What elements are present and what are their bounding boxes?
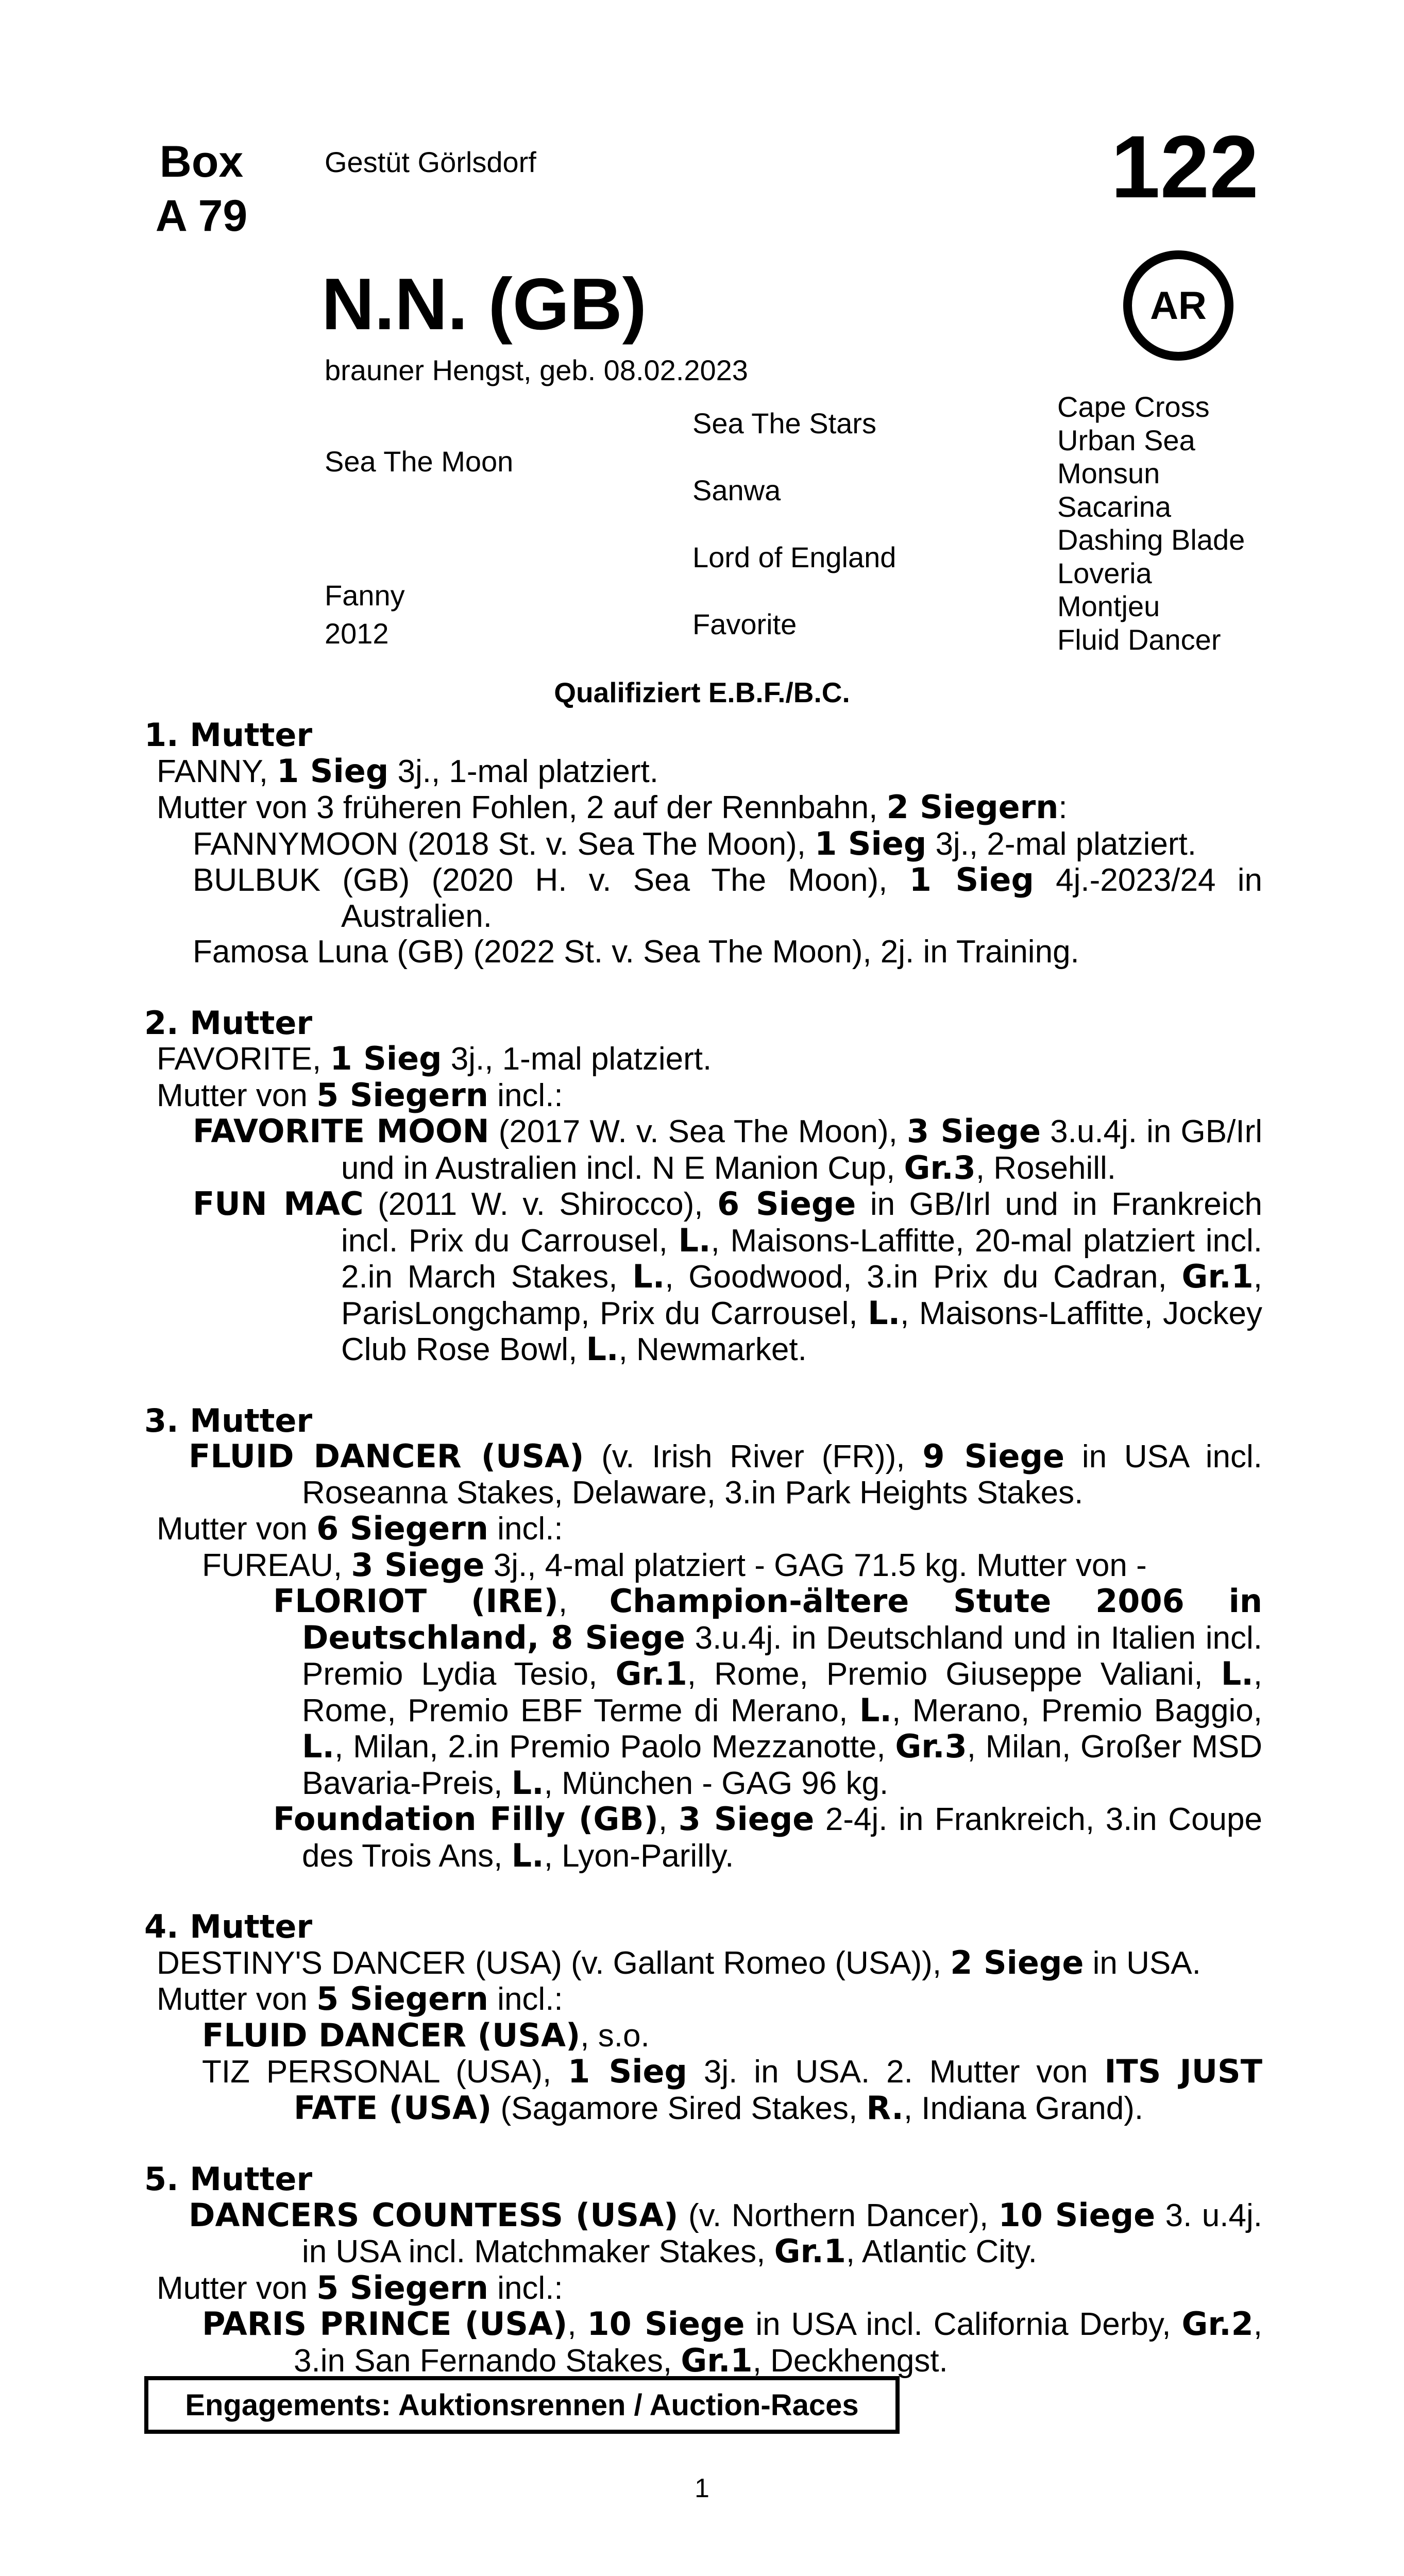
box-label-line1: Box: [159, 137, 244, 187]
dam-5-produce-summary: Mutter von 5 Siegern incl.:: [157, 2268, 563, 2307]
pedigree-gen3-item: Urban Sea: [1057, 423, 1195, 456]
pedigree-sire-dam: Sanwa: [692, 474, 781, 506]
section-title-2: 2. Mutter: [144, 1004, 313, 1042]
dam-4-produce-summary: Mutter von 5 Siegern incl.:: [157, 1980, 563, 2018]
engagements-box: [144, 2376, 900, 2434]
offspring-entry: FUN MAC (2011 W. v. Shirocco), 6 Siege in GB/Irl und in Frankreich incl. Prix du Carrousel, L., Maisons-Laffitte, 20-mal platziert incl. 2.in March Stakes, L., Goodwood, 3.in Prix du Cadran, Gr.1, ParisLongchamp, Prix du Carrousel, L., Maisons-Laffitte, Jockey Club Rose Bowl, L., Newmarket.: [193, 1185, 1262, 1368]
offspring-entry: PARIS PRINCE (USA), 10 Siege in USA incl. California Derby, Gr.2, 3.in San Fernando Stakes, Gr.1, Deckhengst.: [202, 2305, 1262, 2379]
section-title-3: 3. Mutter: [144, 1401, 313, 1439]
pedigree-sire: Sea The Moon: [325, 445, 514, 478]
page-number: 1: [695, 2473, 709, 2503]
dam-3-produce-summary: Mutter von 6 Siegern incl.:: [157, 1510, 563, 1547]
dam-1-record: FANNY, 1 Sieg 3j., 1-mal platziert.: [157, 752, 658, 790]
qualification-note: Qualifiziert E.B.F./B.C.: [554, 676, 850, 708]
section-title-1: 1. Mutter: [144, 716, 313, 754]
grand-offspring-entry: Foundation Filly (GB), 3 Siege 2-4j. in Frankreich, 3.in Coupe des Trois Ans, L., Lyon-Parilly.: [273, 1800, 1262, 1874]
offspring-entry: FAVORITE MOON (2017 W. v. Sea The Moon), 3 Siege 3.u.4j. in GB/Irl und in Australien incl. N E Manion Cup, Gr.3, Rosehill.: [193, 1112, 1262, 1187]
box-label: [142, 135, 261, 243]
pedigree-third-generation: [1057, 391, 1245, 656]
pedigree-gen3-item: Cape Cross: [1057, 391, 1210, 423]
pedigree-gen3-item: Dashing Blade: [1057, 523, 1245, 556]
box-number: A 79: [155, 191, 248, 241]
ar-badge-text: AR: [1150, 283, 1207, 328]
grand-offspring-entry: FLORIOT (IRE), Champion-ältere Stute 2006 in Deutschland, 8 Siege 3.u.4j. in Deutschland und in Italien incl. Premio Lydia Tesio, Gr.1, Rome, Premio Giuseppe Valiani, L., Rome, Premio EBF Terme di Merano, L., Merano, Premio Baggio, L., Milan, 2.in Premio Paolo Mezzanotte, Gr.3, Milan, Großer MSD Bavaria-Preis, L., München - GAG 96 kg.: [273, 1582, 1263, 1802]
section-title-5: 5. Mutter: [144, 2160, 313, 2198]
offspring-entry: FANNYMOON (2018 St. v. Sea The Moon), 1 Sieg 3j., 2-mal platziert.: [193, 824, 1196, 862]
dam-3-record: FLUID DANCER (USA) (v. Irish River (FR)), 9 Siege in USA incl. Roseanna Stakes, Delaware, 3.in Park Heights Stakes.: [189, 1437, 1262, 1511]
pedigree-gen3-item: Fluid Dancer: [1057, 623, 1221, 656]
dam-2-produce-summary: Mutter von 5 Siegern incl.:: [157, 1076, 563, 1114]
pedigree-sire-sire: Sea The Stars: [692, 407, 876, 439]
ar-badge: [1123, 250, 1233, 361]
offspring-entry: TIZ PERSONAL (USA), 1 Sieg 3j. in USA. 2. Mutter von ITS JUST FATE (USA) (Sagamore Sired Stakes, R., Indiana Grand).: [202, 2053, 1262, 2127]
pedigree-dam-sire: Lord of England: [692, 541, 896, 573]
pedigree-dam-year: 2012: [325, 617, 389, 650]
section-title-4: 4. Mutter: [144, 1908, 313, 1945]
studfarm: Gestüt Görlsdorf: [325, 146, 536, 178]
pedigree-gen3-item: Loveria: [1057, 556, 1152, 589]
horse-description: brauner Hengst, geb. 08.02.2023: [325, 354, 748, 386]
pedigree-dam-dam: Favorite: [692, 608, 797, 640]
family-details: [144, 717, 1262, 2379]
offspring-entry: FLUID DANCER (USA), s.o.: [202, 2016, 650, 2054]
engagements-text: Engagements: Auktionsrennen / Auction-Races: [185, 2388, 859, 2422]
dam-2-record: FAVORITE, 1 Sieg 3j., 1-mal platziert.: [157, 1040, 712, 1077]
dam-1-produce-summary: Mutter von 3 früheren Fohlen, 2 auf der Rennbahn, 2 Siegern:: [157, 788, 1068, 826]
pedigree-gen3-item: Sacarina: [1057, 490, 1172, 523]
pedigree-gen3-item: Montjeu: [1057, 590, 1160, 622]
lot-number: 122: [1111, 117, 1259, 216]
offspring-entry: Famosa Luna (GB) (2022 St. v. Sea The Moon), 2j. in Training.: [193, 934, 1079, 970]
pedigree-dam: Fanny: [325, 579, 405, 612]
dam-5-record: DANCERS COUNTESS (USA) (v. Northern Dancer), 10 Siege 3. u.4j. in USA incl. Matchmaker Stakes, Gr.1, Atlantic City.: [189, 2196, 1262, 2270]
offspring-entry: FUREAU, 3 Siege 3j., 4-mal platziert - GAG 71.5 kg. Mutter von -: [202, 1546, 1147, 1584]
offspring-entry: BULBUK (GB) (2020 H. v. Sea The Moon), 1 Sieg 4j.-2023/24 in Australien.: [193, 861, 1262, 934]
pedigree-gen3-item: Monsun: [1057, 457, 1160, 489]
dam-4-record: DESTINY'S DANCER (USA) (v. Gallant Romeo (USA)), 2 Siege in USA.: [157, 1943, 1201, 1981]
horse-name: N.N. (GB): [322, 263, 647, 345]
